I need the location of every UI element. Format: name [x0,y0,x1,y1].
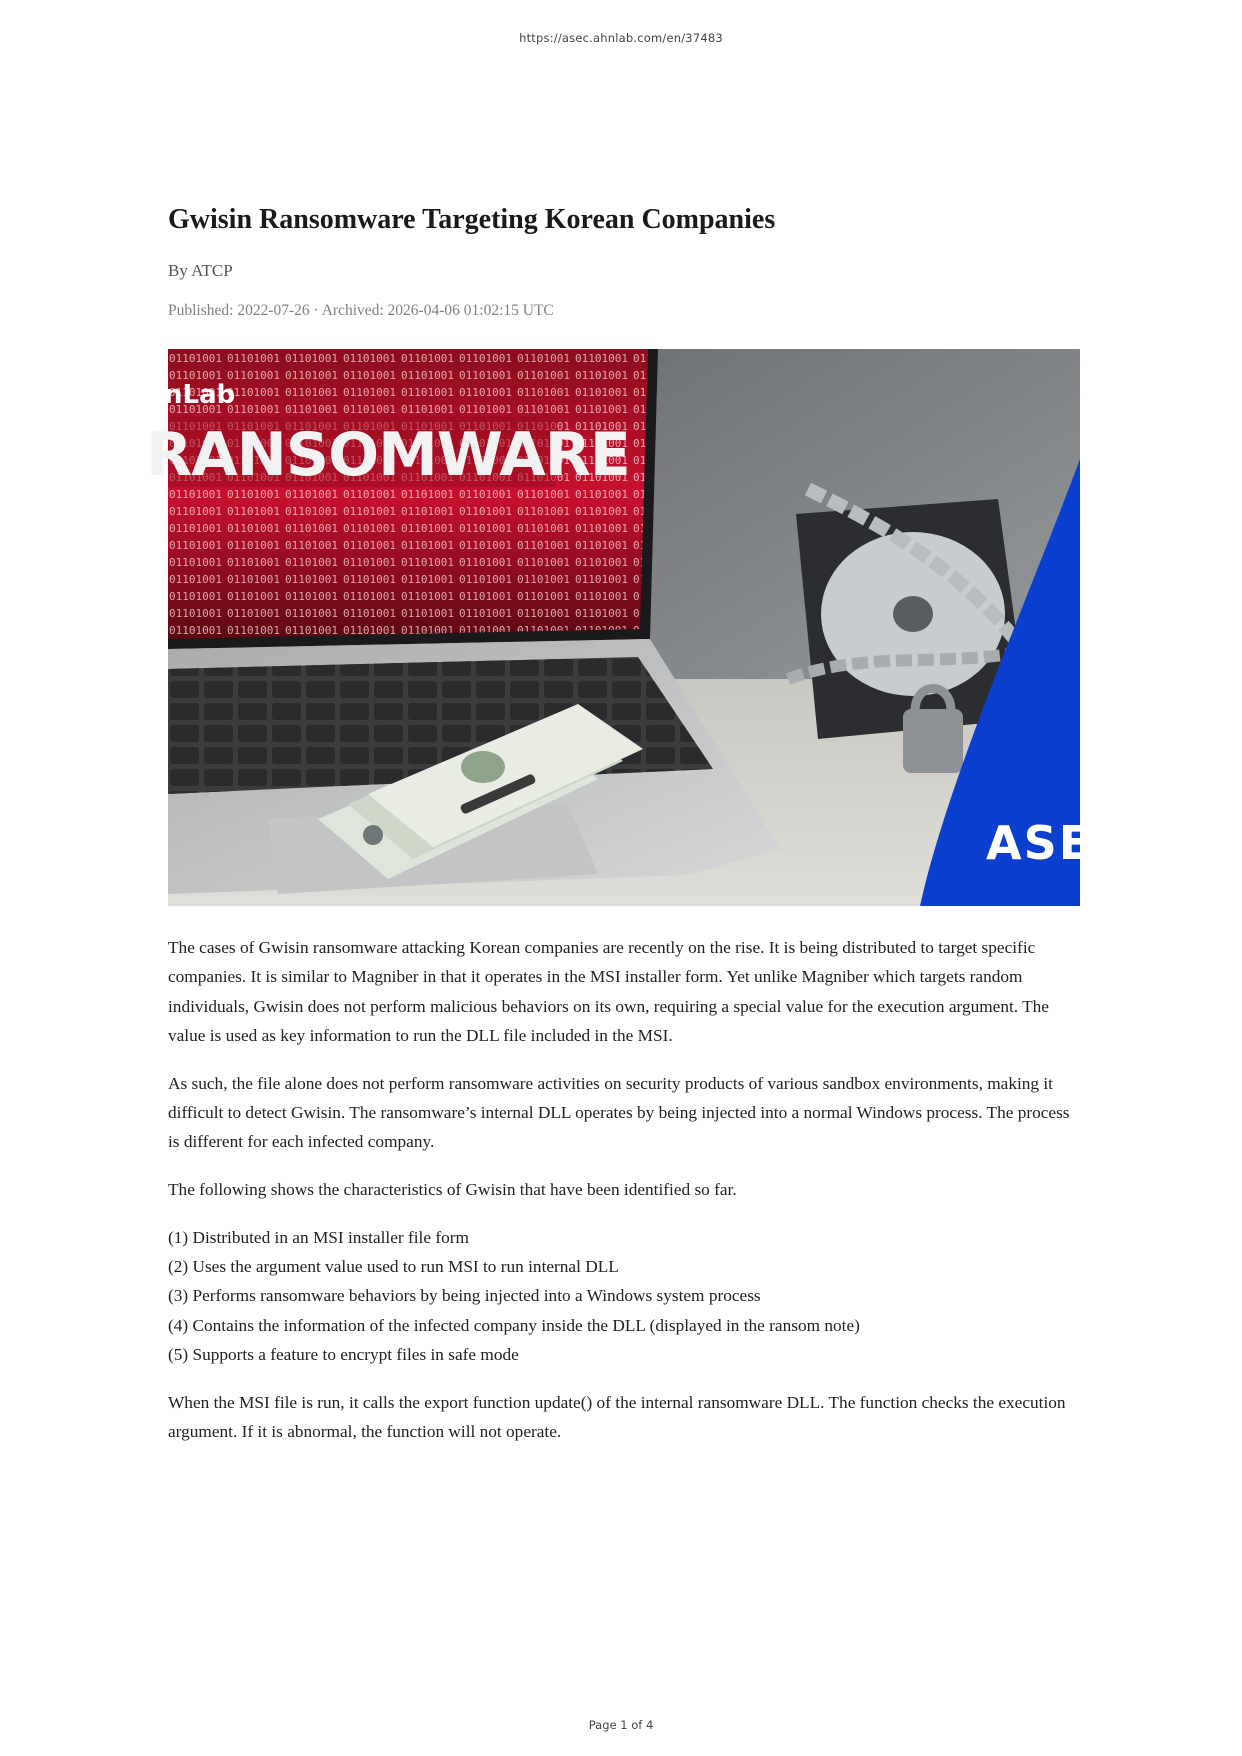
article-title: Gwisin Ransomware Targeting Korean Companies [168,204,776,235]
paragraph-intro: The cases of Gwisin ransomware attacking Korean companies are recently on the rise. It is being distributed to target specific companies. It is similar to Magniber in that it operates in the MSI installer form. Yet unlike Magniber which targets random individuals, Gwisin does not perform malicious behaviors on its own, requiring a special value for the execution argument. The value is used as key information to run the DLL file included in the MSI. [168,938,1049,1045]
hero-illustration [146,349,1093,906]
list-item: (4) Contains the information of the infected company inside the DLL (displayed in the ransom note) [168,1315,860,1335]
article-body [168,933,1080,1465]
list-item: (2) Uses the argument value used to run MSI to run internal DLL [168,1257,619,1277]
paragraph-detection: As such, the file alone does not perform ransomware activities on security products of various sandbox environments, making it difficult to detect Gwisin. The ransomware’s internal DLL operates by being injected into a normal Windows process. The process is different for each infected company. [168,1073,1070,1152]
article-meta: Published: 2022-07-26 · Archived: 2026-04-06 01:02:15 UTC [168,302,554,319]
list-item: (3) Performs ransomware behaviors by being injected into a Windows system process [168,1286,761,1306]
characteristics-list [168,1223,1080,1369]
list-item: (5) Supports a feature to encrypt files in safe mode [168,1345,519,1365]
list-item: (1) Distributed in an MSI installer file form [168,1227,469,1247]
article-header [168,200,1080,321]
page-number-footer: Page 1 of 4 [588,1718,654,1732]
page-url-header: https://asec.ahnlab.com/en/37483 [519,31,723,45]
hero-image [146,349,1093,906]
article-byline: By ATCP [168,261,233,280]
hero-screen-word: RANSOMWARE [146,420,630,490]
asec-logo-text: ASE [986,816,1093,870]
paragraph-characteristics-lead: The following shows the characteristics of Gwisin that have been identified so far. [168,1180,737,1200]
hero-brand-text: nLab [164,380,236,410]
paragraph-execution: When the MSI file is run, it calls the export function update() of the internal ransomware DLL. The function checks the execution argument. If it is abnormal, the function will not operate. [168,1392,1066,1442]
laptop-screen [146,349,658,649]
